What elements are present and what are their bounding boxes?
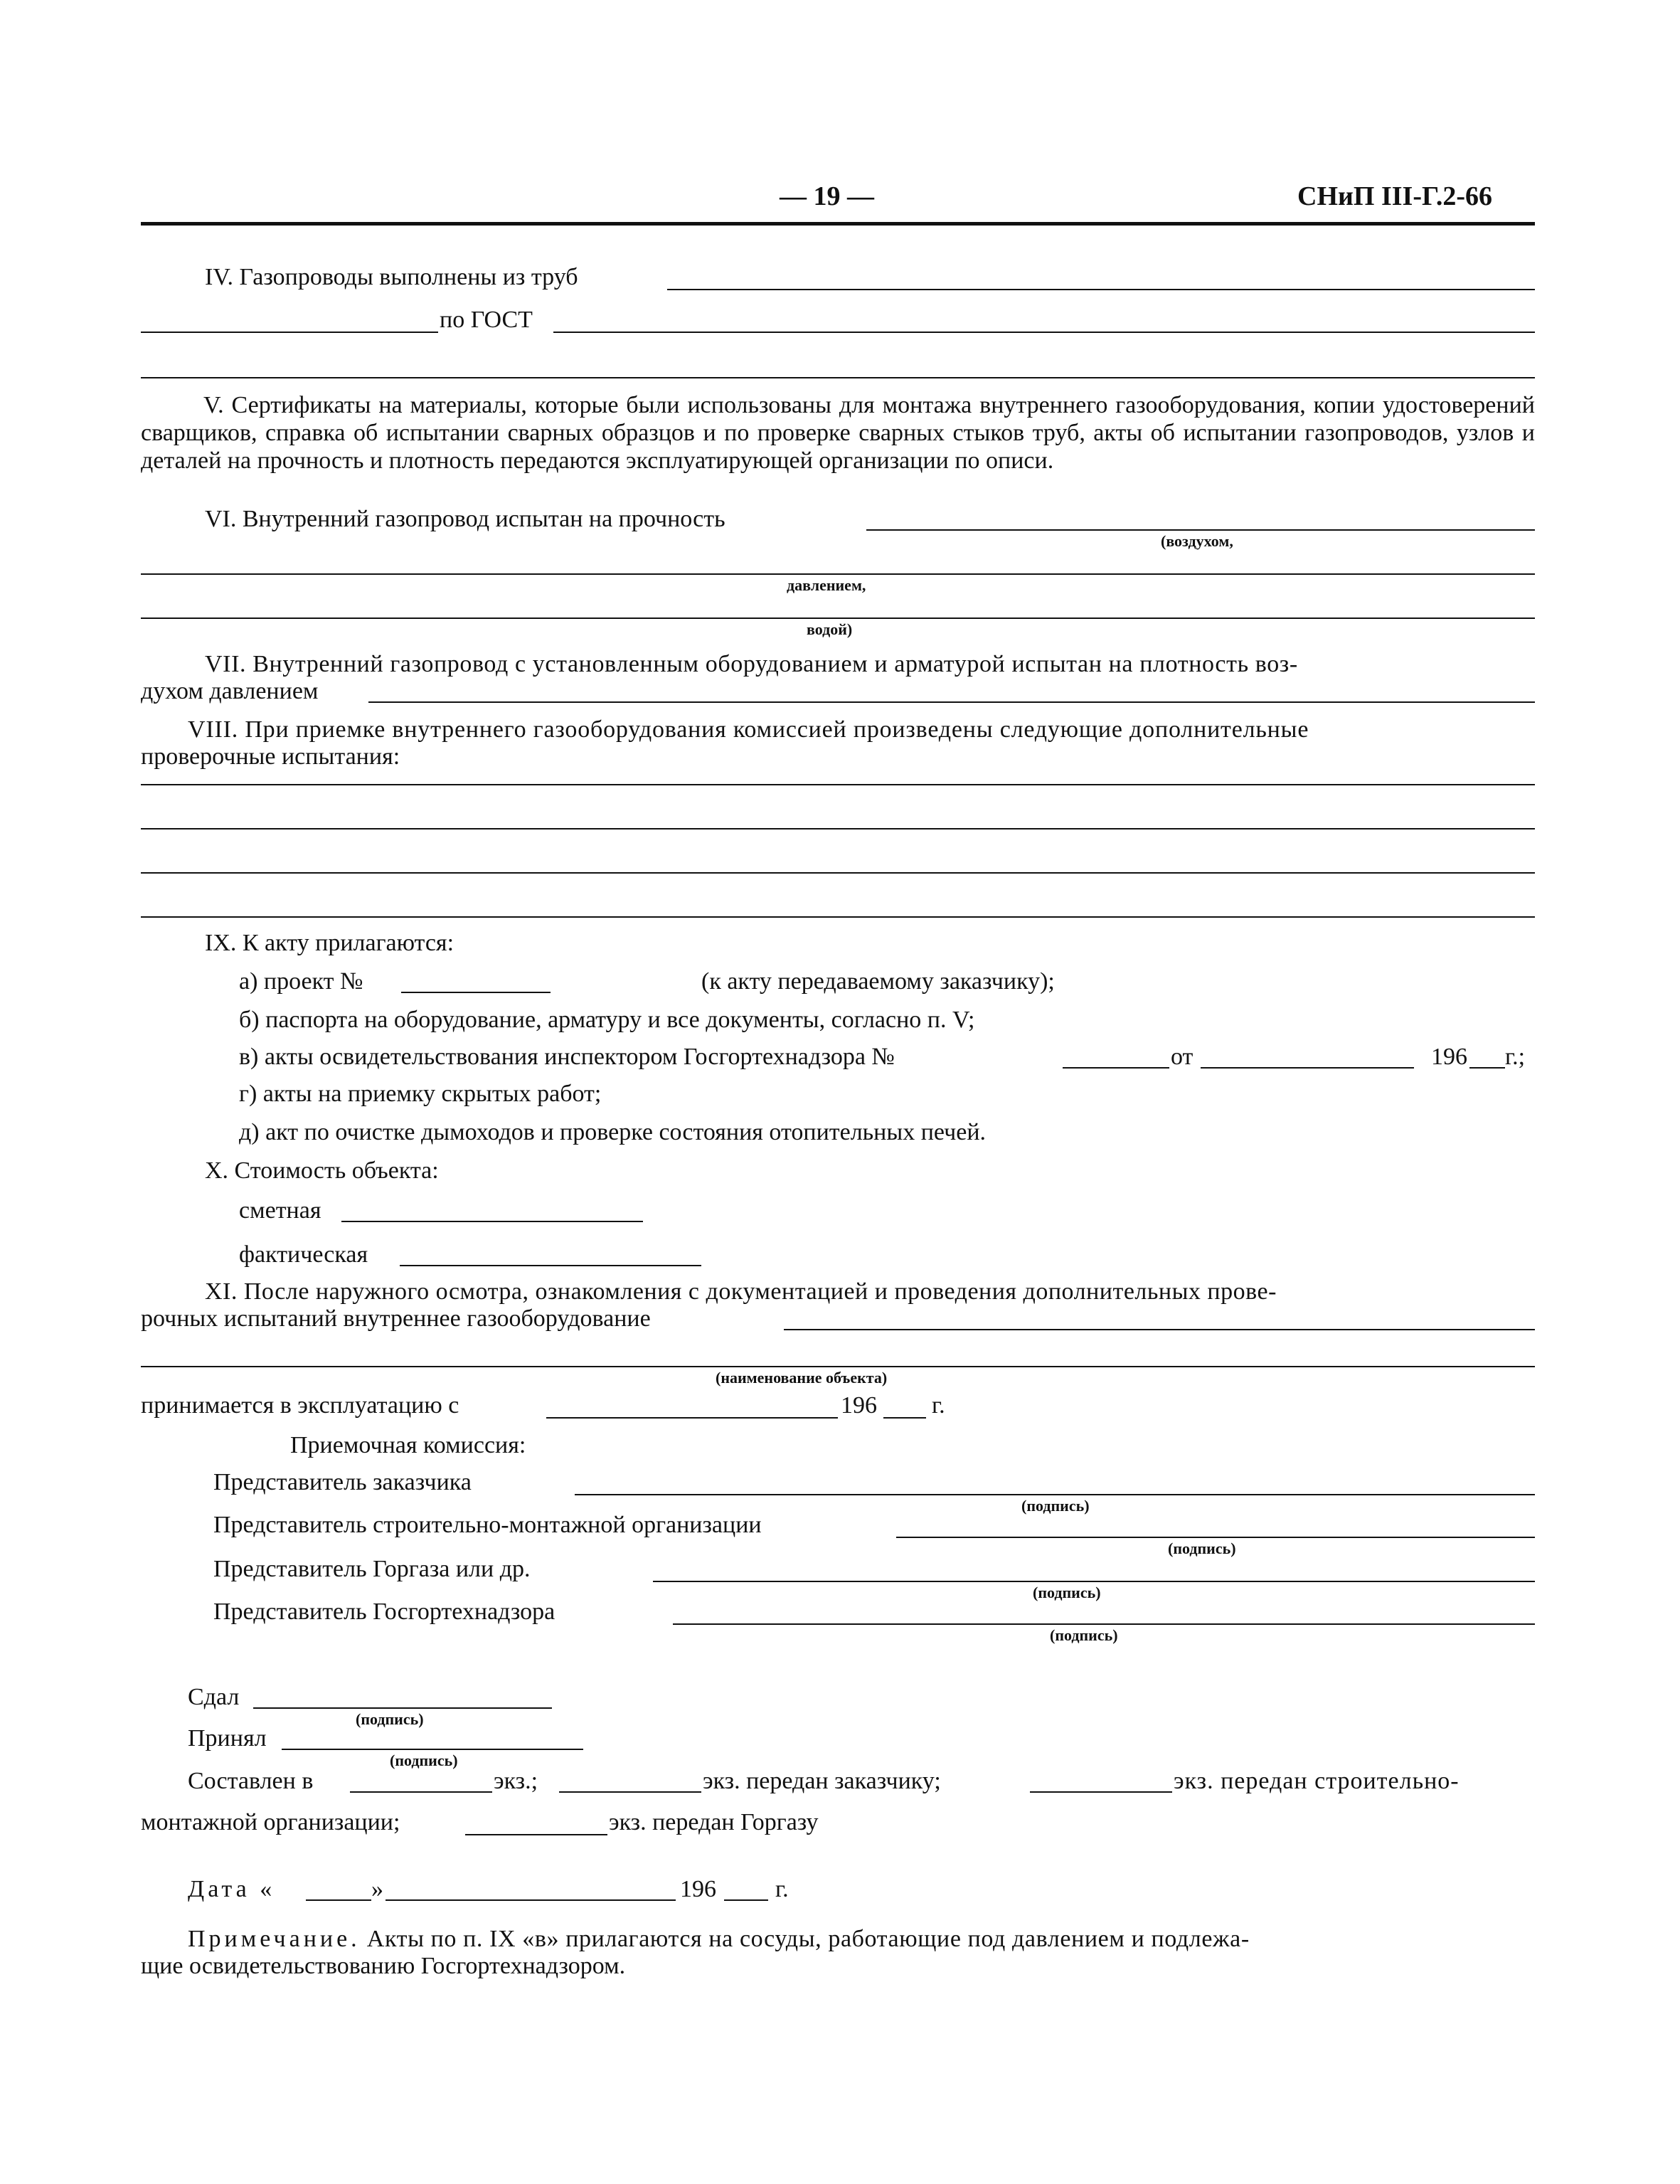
section-10-label: X. Стоимость объекта: [205,1157,439,1184]
pipe-spec-field[interactable] [141,332,438,333]
date-label: Дата « [188,1876,276,1902]
rep-gosgortekhnadzor-signature[interactable] [673,1623,1535,1625]
rep-construction-sig-caption: (подпись) [1168,1539,1236,1557]
attach-v-g: г.; [1505,1044,1526,1070]
section-11-line2: рочных испытаний внутреннее газооборудование [141,1305,651,1332]
project-number-field[interactable] [401,992,551,993]
handed-over-sig-caption: (подпись) [356,1710,424,1728]
additional-tests-line-1[interactable] [141,784,1535,785]
accepted-label: Принял [188,1725,267,1751]
pipes-field[interactable] [667,289,1535,290]
date-year: 196 [680,1876,716,1902]
date-close-quote: » [371,1876,383,1902]
construction-org-label: монтажной организации; [141,1809,400,1835]
accepted-signature[interactable] [282,1749,583,1750]
accept-g: г. [932,1392,945,1419]
section-5-text: V. Сертификаты на материалы, которые были использованы для монтажа внутреннего газооборудования, копии удостоверений сварщиков, справка об испытании сварных образцов и по проверке сварных стыков труб, акты об испытании газопроводов, узлов и деталей на прочность и плотность передаются эксплуатирующей организации по описи. [141,392,1535,474]
rep-customer-signature[interactable] [575,1494,1535,1495]
rep-gosgortekhnadzor-label: Представитель Госгортехнадзора [213,1599,555,1625]
inspection-number-field[interactable] [1063,1067,1169,1069]
section-7-line1: VII. Внутренний газопровод с установленным оборудованием и арматурой испытан на плотность воз- [205,651,1298,677]
commission-title: Приемочная комиссия: [290,1432,526,1458]
note-line1 [188,1925,1250,1954]
rep-gosgortekhnadzor-sig-caption: (подпись) [1050,1626,1118,1644]
additional-tests-line-2[interactable] [141,828,1535,829]
section-8-line1: VIII. При приемке внутреннего газооборудования комиссией произведены следующие дополнительные [188,716,1309,743]
copies-total-field[interactable] [350,1791,492,1793]
actual-cost-label: фактическая [239,1241,368,1268]
compiled-label: Составлен в [188,1768,314,1794]
attach-a-note: (к акту передаваемому заказчику); [701,968,1055,995]
rep-gorgaz-signature[interactable] [653,1581,1535,1582]
strength-water-field[interactable] [141,617,1535,619]
attach-d: д) акт по очистке дымоходов и проверке состояния отопительных печей. [239,1119,987,1145]
rep-customer-label: Представитель заказчика [213,1469,472,1495]
gost-field[interactable] [553,332,1535,333]
note-text: Акты по п. IX «в» прилагаются на сосуды, работающие под давлением и подлежа- [360,1926,1250,1952]
strength-caption-water: водой) [807,620,853,638]
date-g: г. [775,1876,789,1902]
strength-pressure-field[interactable] [141,573,1535,575]
attach-g: г) акты на приемку скрытых работ; [239,1081,602,1107]
actual-cost-field[interactable] [400,1265,701,1266]
rep-construction-signature[interactable] [896,1537,1535,1538]
rep-construction-label: Представитель строительно-монтажной организации [213,1512,762,1538]
copies-construction-label: экз. передан строительно- [1174,1768,1460,1794]
gost-label: по ГОСТ [440,307,533,333]
rep-gorgaz-label: Представитель Горгаза или др. [213,1556,531,1582]
strength-test-field[interactable] [866,529,1535,531]
inspection-year-field[interactable] [1469,1067,1505,1069]
accepted-sig-caption: (подпись) [390,1751,458,1769]
copies-gorgaz-label: экз. передан Горгазу [609,1809,819,1835]
section-8-line2: проверочные испытания: [141,743,400,770]
copies-customer-label: экз. передан заказчику; [703,1768,941,1794]
copies-construction-field[interactable] [1030,1791,1172,1793]
attach-v-from: от [1171,1044,1193,1070]
note-label: Примечание. [188,1926,361,1952]
page-number: — 19 — [780,181,874,211]
object-name-caption: (наименование объекта) [716,1369,888,1387]
additional-tests-line-4[interactable] [141,916,1535,918]
rep-customer-sig-caption: (подпись) [1021,1497,1090,1515]
section-7-line2: духом давлением [141,678,319,704]
inspection-date-field[interactable] [1201,1067,1414,1069]
additional-tests-line-3[interactable] [141,872,1535,874]
accept-label: принимается в эксплуатацию с [141,1392,459,1419]
estimated-cost-label: сметная [239,1197,321,1224]
rep-gorgaz-sig-caption: (подпись) [1033,1584,1101,1601]
accept-year-field[interactable] [883,1417,926,1419]
accept-year: 196 [841,1392,877,1419]
section-4-extra-line[interactable] [141,377,1535,378]
tightness-pressure-field[interactable] [368,701,1535,703]
copies-gorgaz-field[interactable] [465,1834,607,1835]
date-day-field[interactable] [306,1899,371,1901]
copies-customer-field[interactable] [559,1791,701,1793]
object-name-field-1[interactable] [784,1329,1535,1330]
copies-total-unit: экз.; [494,1768,538,1794]
attach-b: б) паспорта на оборудование, арматуру и все документы, согласно п. V; [239,1007,975,1033]
strength-caption-pressure: давлением, [787,576,866,594]
doc-code: СНиП III-Г.2-66 [1297,181,1493,211]
object-name-field-2[interactable] [141,1366,1535,1367]
section-6-label: VI. Внутренний газопровод испытан на прочность [205,506,725,532]
estimated-cost-field[interactable] [341,1221,643,1222]
note-line2: щие освидетельствованию Госгортехнадзором. [141,1953,626,1979]
strength-caption-air: (воздухом, [1161,532,1233,550]
handed-over-signature[interactable] [253,1707,552,1709]
handed-over-label: Сдал [188,1684,240,1710]
section-9-label: IX. К акту прилагаются: [205,930,454,956]
date-year-field[interactable] [724,1899,768,1901]
attach-v: в) акты освидетельствования инспектором Госгортехнадзора № [239,1044,895,1070]
attach-a: а) проект № [239,968,363,995]
section-11-line1: XI. После наружного осмотра, ознакомления с документацией и проведения дополнительных прове- [205,1278,1277,1305]
header-rule [141,222,1535,226]
section-4-label: IV. Газопроводы выполнены из труб [205,264,578,290]
accept-date-field[interactable] [546,1417,838,1419]
attach-v-year: 196 [1431,1044,1467,1070]
date-month-field[interactable] [386,1899,676,1901]
